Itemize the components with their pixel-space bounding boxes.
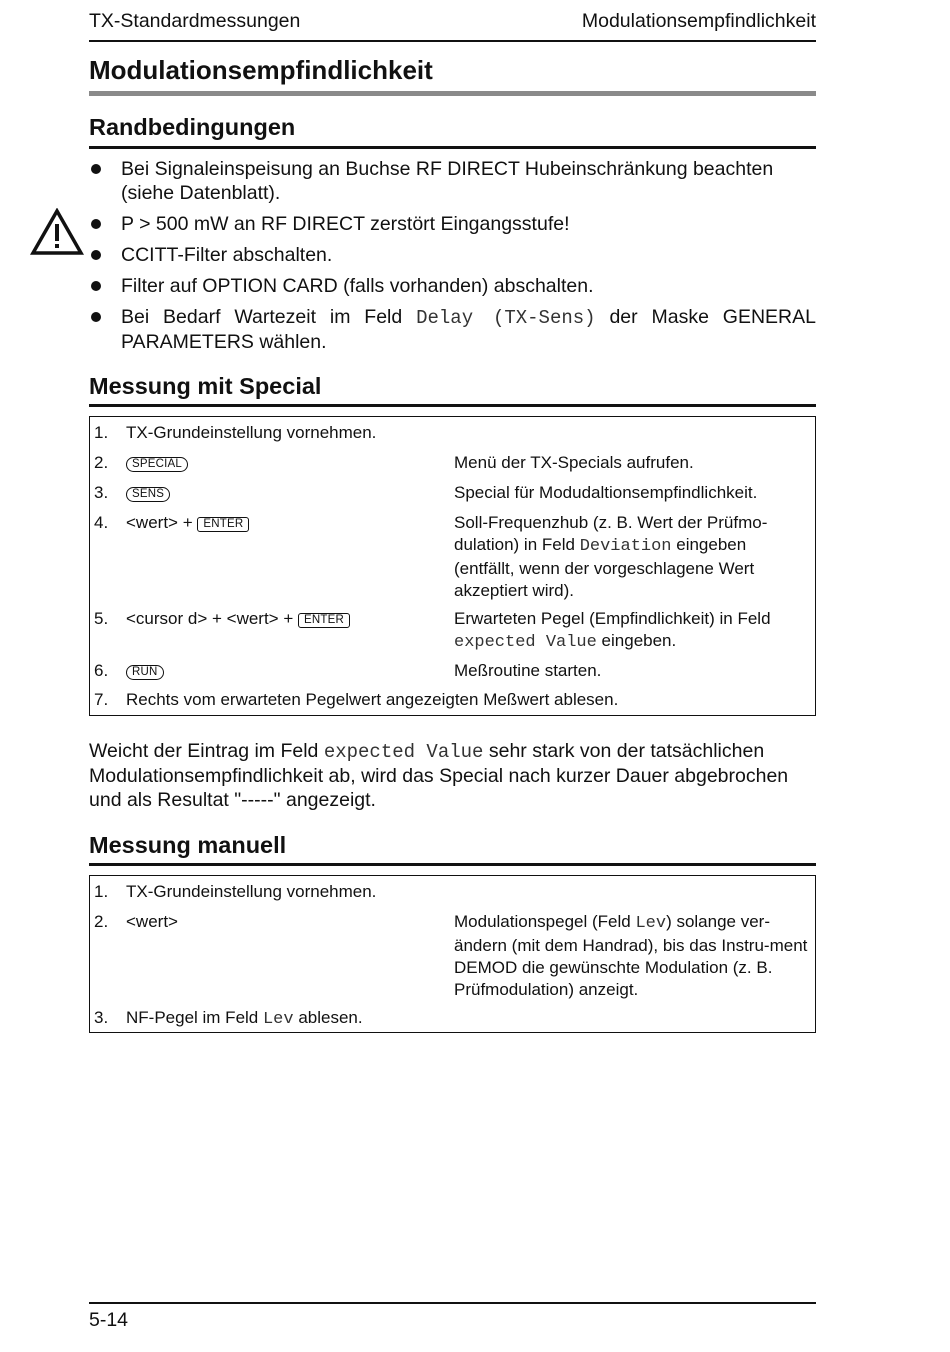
header-chapter: TX-Standardmessungen: [89, 10, 301, 32]
field-name-lev: Lev: [635, 914, 667, 933]
running-header: [89, 10, 816, 42]
page-number: 5-14: [89, 1309, 129, 1331]
list-item: Bei Signaleinspeisung an Buchse RF DIRECT Hubeinschränkung beachten (siehe Datenblatt).: [89, 157, 816, 205]
special-key: SPECIAL: [126, 457, 188, 472]
list-item: P > 500 mW an RF DIRECT zerstört Eingangsstufe!: [89, 212, 816, 236]
section-rule-randbedingungen: [89, 146, 816, 149]
bullet-icon: [91, 219, 101, 229]
list-item: Bei Bedarf Wartezeit im Feld Delay (TX-Sens) der Maske GENERAL PARAMETERS wählen.: [89, 305, 816, 354]
field-name-deviation: Deviation: [579, 537, 672, 556]
header-section: Modulationsempfindlichkeit: [581, 10, 816, 32]
bullet-icon: [91, 250, 101, 260]
run-key: RUN: [126, 665, 164, 680]
conditions-list: [89, 157, 816, 361]
section-rule-manual: [89, 863, 816, 866]
enter-key: ENTER: [197, 517, 249, 532]
field-name-expected-value: expected Value: [323, 741, 484, 763]
body-paragraph: Weicht der Eintrag im Feld expected Value sehr stark von der tatsächlichen Modulationsempfindlichkeit ab, wird das Special nach kurzer Dauer abgebrochen und als Resultat "-----" angezeigt.: [89, 740, 789, 811]
field-name-lev: Lev: [262, 1010, 294, 1029]
list-item: Filter auf OPTION CARD (falls vorhanden) abschalten.: [89, 274, 816, 298]
section-title-special: Messung mit Special: [89, 373, 322, 399]
special-steps-box: 1. TX-Grundeinstellung vornehmen. 2. SPECIAL Menü der TX-Specials aufrufen. 3. SENS Special für Modudaltionsempfindlichkeit. 4. <wert> + ENTER Soll-Frequenzhub (z. B. Wert der Prüfmo-dulation) in Feld Deviation eingeben (entfällt, wenn der vorgeschlagene Wert akzeptiert wird). 5. <cursor d> + <wert> + ENTER Erwarteten Pegel (Empfindlichkeit) in Feld expected Value eingeben. 6. RUN Meßroutine starten. 7. Rechts vom erwarteten Pegelwert angezeigten Meßwert ablesen.: [89, 416, 816, 716]
footer-rule: [89, 1302, 816, 1304]
field-name-delay: Delay (TX-Sens): [416, 307, 596, 329]
bullet-icon: [91, 281, 101, 291]
warning-triangle-icon: [30, 208, 84, 256]
enter-key: ENTER: [298, 613, 350, 628]
manual-page: [89, 0, 816, 1352]
page-title: Modulationsempfindlichkeit: [89, 55, 433, 85]
list-item: CCITT-Filter abschalten.: [89, 243, 816, 267]
bullet-icon: [91, 312, 101, 322]
section-title-randbedingungen: Randbedingungen: [89, 114, 296, 140]
manual-steps-box: 1. TX-Grundeinstellung vornehmen. 2. <wert> Modulationspegel (Feld Lev) solange ver-ändern (mit dem Handrad), bis das Instru-ment DEMOD die gewünschte Modulation (z. B. Prüfmodulation) anzeigt. 3. NF-Pegel im Feld Lev ablesen.: [89, 875, 816, 1033]
sens-key: SENS: [126, 487, 170, 502]
section-rule-special: [89, 404, 816, 407]
field-name-expected-value: expected Value: [454, 633, 597, 652]
bullet-icon: [91, 164, 101, 174]
title-rule: [89, 91, 816, 96]
section-title-manual: Messung manuell: [89, 832, 287, 858]
